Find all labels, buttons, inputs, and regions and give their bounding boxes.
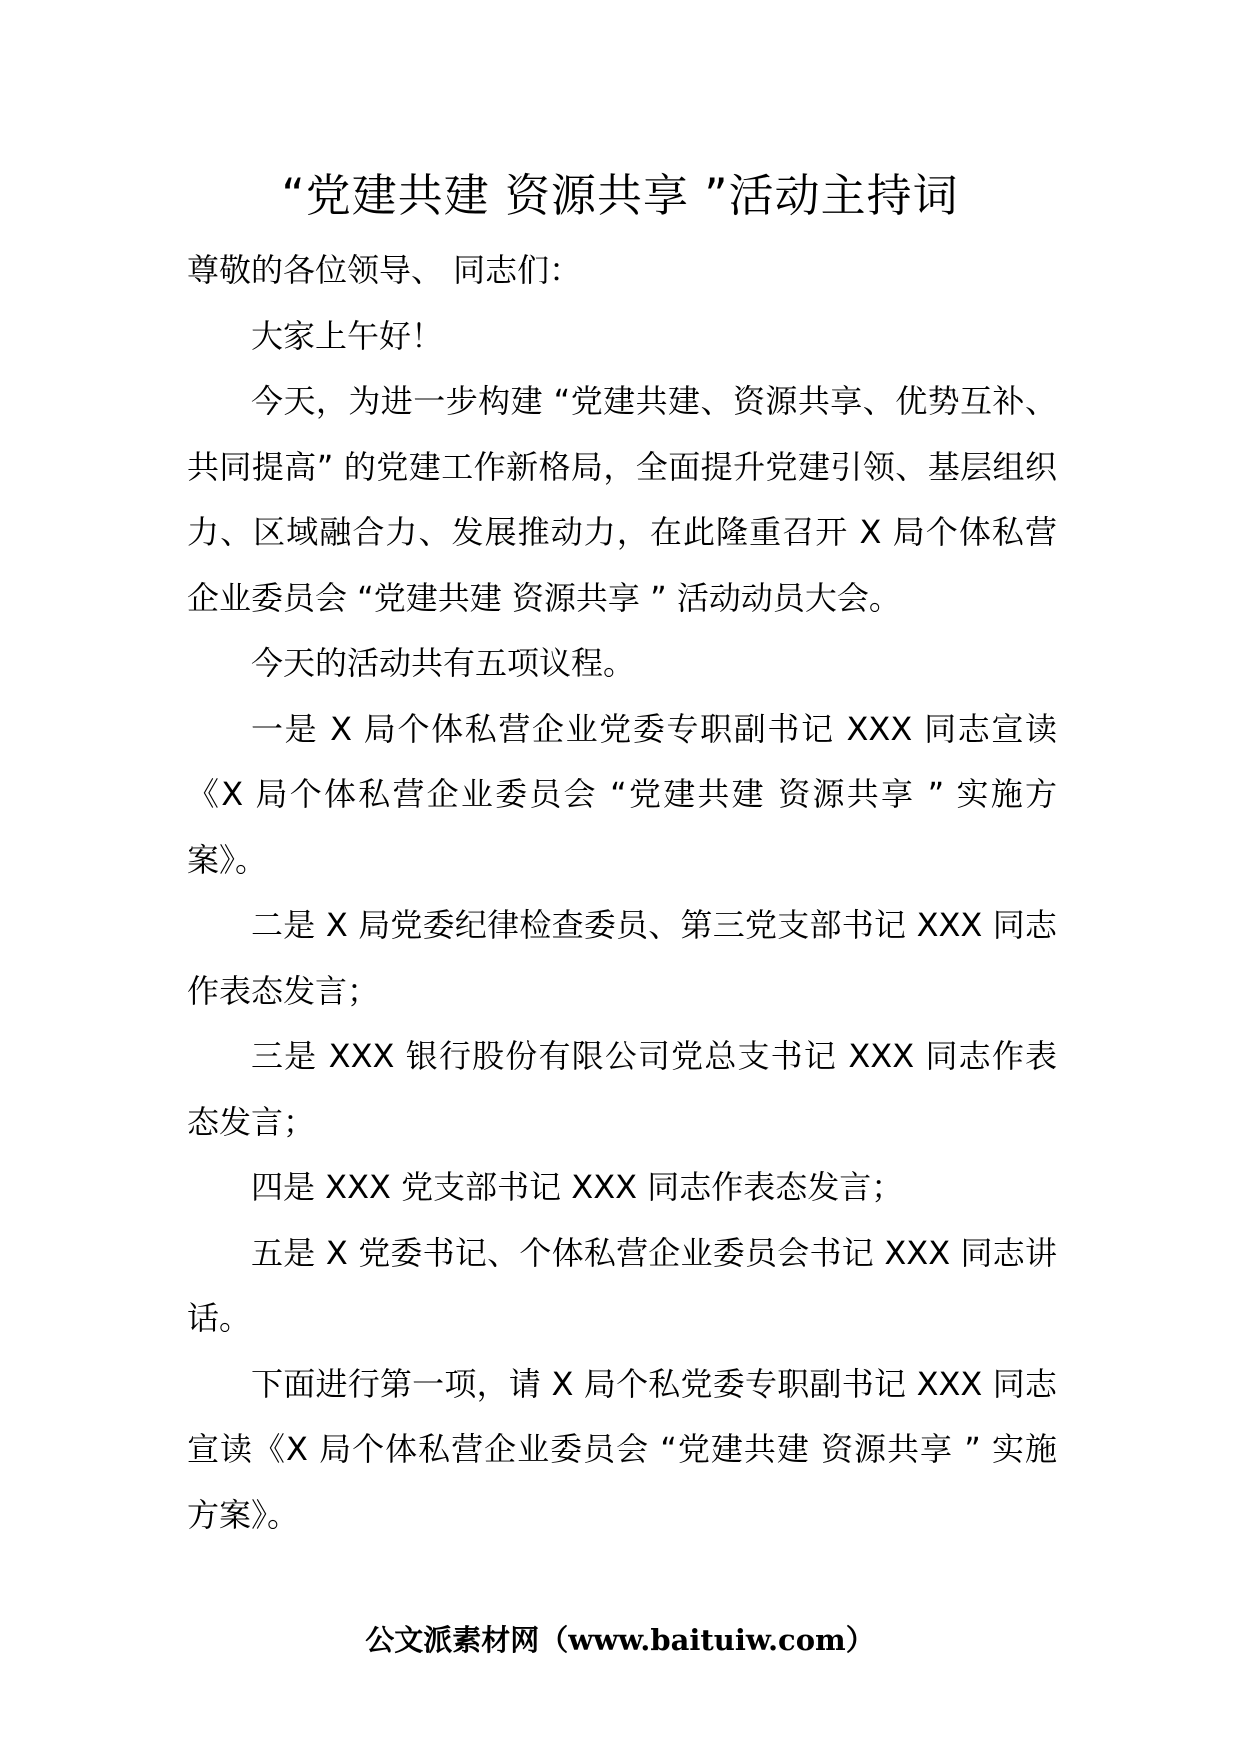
- agenda-item-1: 一是 X 局个体私营企业党委专职副书记 XXX 同志宣读《X 局个体私营企业委员会 “党建共建 资源共享 ” 实施方案》。: [187, 709, 1057, 879]
- salutation: 尊敬的各位领导、 同志们：: [187, 251, 582, 289]
- paragraph-first-item: 下面进行第一项，请 X 局个私党委专职副书记 XXX 同志宣读《X 局个体私营企业委员会 “党建共建 资源共享 ” 实施方案》。: [187, 1364, 1057, 1534]
- agenda-item-5: 五是 X 党委书记、个体私营企业委员会书记 XXX 同志讲话。: [187, 1233, 1057, 1337]
- document-body: [187, 238, 1057, 1548]
- document-title: “党建共建 资源共享 ”活动主持词: [281, 169, 959, 222]
- agenda-item-2: 二是 X 局党委纪律检查委员、第三党支部书记 XXX 同志作表态发言；: [187, 906, 1057, 1010]
- agenda-item-3: 三是 XXX 银行股份有限公司党总支书记 XXX 同志作表态发言；: [187, 1037, 1057, 1141]
- agenda-item-4: 四是 XXX 党支部书记 XXX 同志作表态发言；: [251, 1168, 904, 1206]
- source-footer: 公文派素材网（www.baituiw.com）: [365, 1623, 875, 1657]
- paragraph-greeting: 大家上午好！: [251, 316, 444, 355]
- paragraph-introduction: 今天，为进一步构建 “党建共建、资源共享、优势互补、共同提高” 的党建工作新格局，全面提升党建引领、基层组织力、区域融合力、发展推动力，在此隆重召开 X 局个体私营企业委员会 “党建共建 资源共享 ” 活动动员大会。: [187, 382, 1057, 617]
- paragraph-agenda-overview: 今天的活动共有五项议程。: [251, 644, 636, 682]
